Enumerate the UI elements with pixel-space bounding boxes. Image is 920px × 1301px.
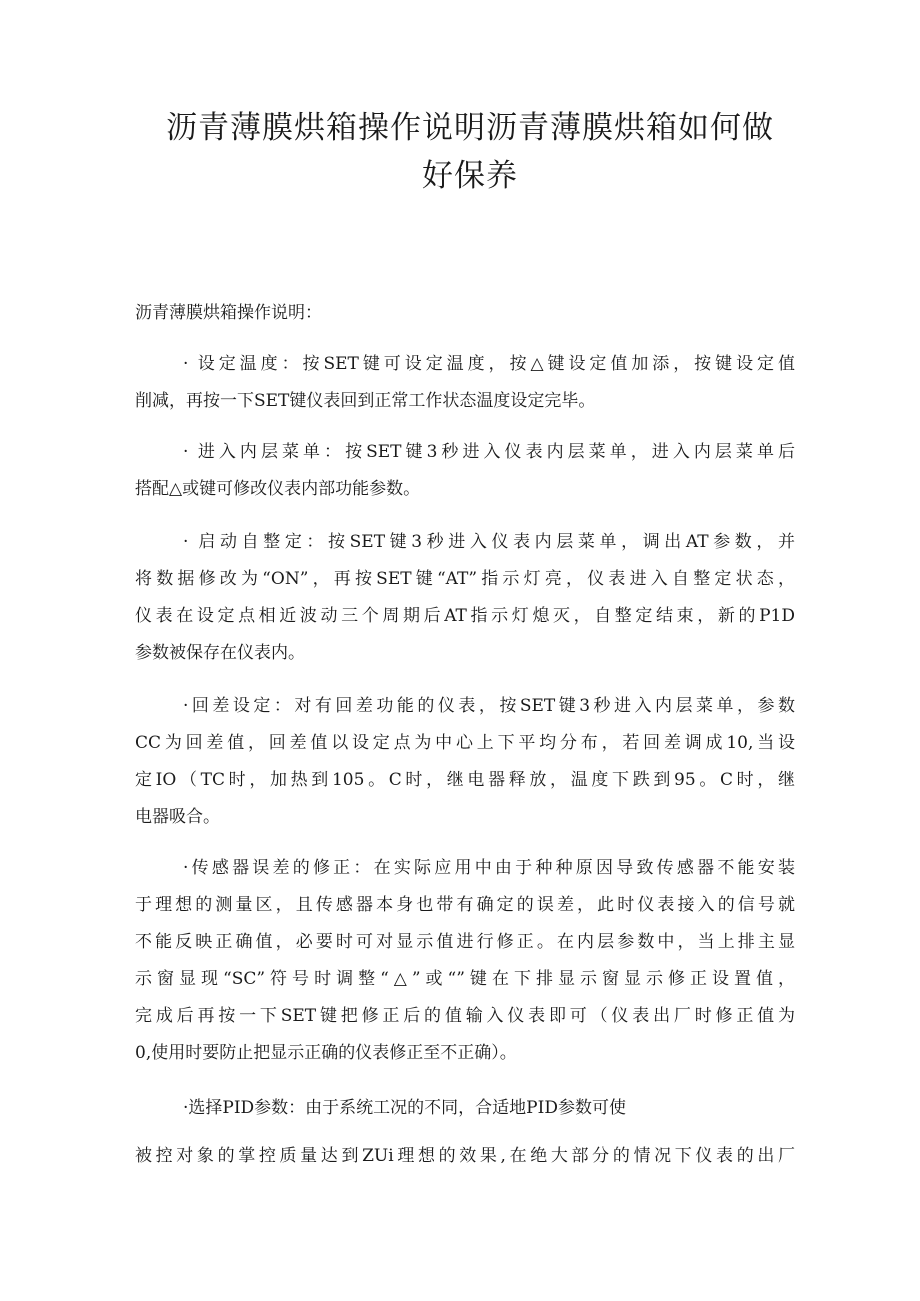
paragraph-line: ·传感器误差的修正：在实际应用中由于种种原因导致传感器不能安装 (183, 858, 795, 878)
paragraph-line: CC为回差值，回差值以设定点为中心上下平均分布，若回差调成10,当设 (135, 733, 795, 753)
paragraph-line: ·选择PID参数：由于系统工况的不同，合适地PID参数可使 (183, 1098, 626, 1118)
paragraph-line: 被控对象的掌控质量达到ZUi理想的效果,在绝大部分的情况下仪表的出厂 (135, 1146, 795, 1166)
paragraph-line: · 启动自整定：按SET键3秒进入仪表内层菜单，调出AT参数，并 (183, 532, 795, 552)
paragraph-line: 将数据修改为“ON”，再按SET键“AT”指示灯亮，仪表进入自整定状态， (135, 569, 795, 589)
paragraph-line: 削减，再按一下SET键仪表回到正常工作状态温度设定完毕。 (135, 391, 596, 411)
paragraph-line: · 进入内层菜单：按SET键3秒进入仪表内层菜单，进入内层菜单后 (183, 442, 795, 462)
paragraph-line: 搭配△或键可修改仪表内部功能参数。 (135, 479, 421, 499)
paragraph-line: 完成后再按一下SET键把修正后的值输入仪表即可（仪表出厂时修正值为 (135, 1006, 795, 1026)
paragraph-line: 不能反映正确值，必要时可对显示值进行修正。在内层参数中，当上排主显 (135, 932, 795, 952)
paragraph-line: 仪表在设定点相近波动三个周期后AT指示灯熄灭，自整定结束，新的P1D (135, 606, 795, 626)
paragraph-sensor-correction (135, 850, 795, 1072)
intro-heading: 沥青薄膜烘箱操作说明： (135, 303, 322, 323)
paragraph-line: 于理想的测量区，且传感器本身也带有确定的误差，此时仪表接入的信号就 (135, 895, 795, 915)
title-line-2: 好保养 (422, 158, 518, 194)
paragraph-line: 示窗显现“SC”符号时调整“△”或“”键在下排显示窗显示修正设置值， (135, 969, 795, 989)
paragraph-line: 电器吸合。 (135, 807, 220, 827)
paragraph-line: 0,使用时要防止把显示正确的仪表修正至不正确）。 (135, 1043, 517, 1063)
document-title (120, 104, 820, 200)
paragraph-inner-menu (135, 434, 795, 508)
paragraph-pid-select (135, 1090, 795, 1127)
paragraph-set-temperature (135, 346, 795, 420)
paragraph-hysteresis (135, 688, 795, 836)
paragraph-line: 定IO（TC时，加热到105。C时，继电器释放，温度下跌到95。C时，继 (135, 770, 795, 790)
paragraph-line: 参数被保存在仪表内。 (135, 643, 305, 663)
paragraph-auto-tuning (135, 524, 795, 672)
paragraph-line: · 设定温度：按SET键可设定温度，按△键设定值加添，按键设定值 (183, 354, 795, 374)
title-line-1: 沥青薄膜烘箱操作说明沥青薄膜烘箱如何做 (166, 110, 774, 146)
paragraph-line: ·回差设定：对有回差功能的仪表，按SET键3秒进入内层菜单，参数 (183, 696, 795, 716)
paragraph-pid-continued (135, 1138, 795, 1175)
